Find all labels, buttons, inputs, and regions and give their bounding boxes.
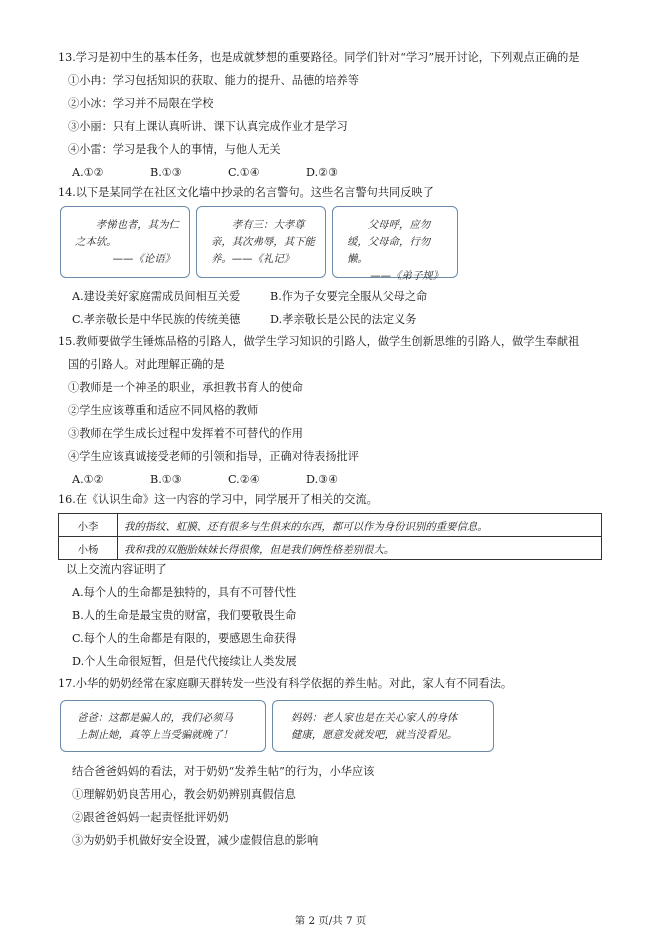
table-row bbox=[59, 537, 602, 560]
quote-card-liji bbox=[196, 206, 326, 278]
q14-stem: 14.以下是某同学在社区文化墙中抄录的名言警句。这些名言警句共同反映了 bbox=[58, 186, 434, 199]
page-footer: 第 2 页/共 7 页 bbox=[294, 915, 367, 927]
dad-line-1: 爸爸：这都是骗人的，我们必须马 bbox=[77, 712, 233, 724]
q15-choice-b[interactable]: B.①③ bbox=[150, 473, 182, 486]
q14-choice-a[interactable]: A.建设美好家庭需成员间相互关爱 bbox=[72, 290, 241, 303]
q14-choice-c[interactable]: C.孝亲敬长是中华民族的传统美德 bbox=[72, 313, 241, 326]
q16-choice-c[interactable]: C.每个人的生命都是有限的，要感恩生命获得 bbox=[72, 632, 297, 645]
mom-speech-bubble bbox=[272, 700, 494, 752]
q16-lead: 以上交流内容证明了 bbox=[66, 563, 167, 576]
q15-option-1: ①教师是一个神圣的职业，承担教书育人的使命 bbox=[68, 381, 303, 394]
q17-option-1: ①理解奶奶良苦用心，教会奶奶辨别真假信息 bbox=[72, 788, 296, 801]
q13-stem: 13.学习是初中生的基本任务，也是成就梦想的重要路径。同学们针对“学习”展开讨论，下列观点正确的是 bbox=[58, 51, 580, 64]
q14-choice-b[interactable]: B.作为子女要完全服从父母之命 bbox=[270, 290, 428, 303]
q14-choice-d[interactable]: D.孝亲敬长是公民的法定义务 bbox=[270, 313, 417, 326]
quote-card-lunyu bbox=[60, 206, 190, 278]
dad-line-2: 上制止她，真等上当受骗就晚了！ bbox=[77, 729, 233, 741]
speaker-text: 我的指纹、虹膜、还有很多与生俱来的东西，都可以作为身份识别的重要信息。 bbox=[118, 514, 602, 537]
q15-stem-line2: 国的引路人。对此理解正确的是 bbox=[68, 358, 225, 371]
q15-option-2: ②学生应该尊重和适应不同风格的教师 bbox=[68, 404, 259, 417]
dad-speech-bubble bbox=[60, 700, 266, 752]
q16-choice-b[interactable]: B.人的生命是最宝贵的财富，我们要敬畏生命 bbox=[72, 609, 297, 622]
q13-choice-c[interactable]: C.①④ bbox=[228, 166, 260, 179]
q16-exchange-table bbox=[58, 513, 602, 560]
quote-source: ——《弟子规》 bbox=[370, 270, 443, 282]
q16-stem: 16.在《认识生命》这一内容的学习中，同学展开了相关的交流。 bbox=[58, 493, 378, 506]
mom-line-2: 健康，愿意发就发吧，就当没看见。 bbox=[291, 729, 458, 741]
q15-option-3: ③教师在学生成长过程中发挥着不可替代的作用 bbox=[68, 427, 303, 440]
speaker-text: 我和我的双胞胎妹妹长得很像，但是我们俩性格差别很大。 bbox=[118, 537, 602, 560]
q13-choice-d[interactable]: D.②③ bbox=[306, 166, 339, 179]
speaker-name: 小杨 bbox=[59, 537, 118, 560]
q16-choice-a[interactable]: A.每个人的生命都是独特的，具有不可替代性 bbox=[72, 586, 297, 599]
quote-text: 孝悌也者，其为仁之本欤。 bbox=[75, 219, 179, 248]
q15-stem-line1: 15.教师要做学生锤炼品格的引路人，做学生学习知识的引路人，做学生创新思维的引路人，做学生奉献祖 bbox=[58, 335, 580, 348]
quote-card-dizigui bbox=[332, 206, 458, 282]
q16-choice-d[interactable]: D.个人生命很短暂，但是代代接续让人类发展 bbox=[72, 655, 297, 668]
q17-option-2: ②跟爸爸妈妈一起责怪批评奶奶 bbox=[72, 811, 229, 824]
q17-stem: 17.小华的奶奶经常在家庭聊天群转发一些没有科学依据的养生帖。对此，家人有不同看法。 bbox=[58, 677, 513, 690]
q13-option-1: ①小冉：学习包括知识的获取、能力的提升、品德的培养等 bbox=[68, 74, 359, 87]
table-row bbox=[59, 514, 602, 537]
q15-choice-d[interactable]: D.③④ bbox=[306, 473, 339, 486]
q17-option-3: ③为奶奶手机做好安全设置，减少虚假信息的影响 bbox=[72, 834, 319, 847]
q13-option-4: ④小雷：学习是我个人的事情，与他人无关 bbox=[68, 143, 281, 156]
quote-text: 父母呼，应勿缓，父母命，行勿懒。 bbox=[347, 219, 431, 265]
q13-choice-b[interactable]: B.①③ bbox=[150, 166, 182, 179]
speaker-name: 小李 bbox=[59, 514, 118, 537]
q15-option-4: ④学生应该真诚接受老师的引领和指导，正确对待表扬批评 bbox=[68, 450, 359, 463]
q15-choice-c[interactable]: C.②④ bbox=[228, 473, 260, 486]
q13-option-2: ②小冰：学习并不局限在学校 bbox=[68, 97, 214, 110]
q13-option-3: ③小丽：只有上课认真听讲、课下认真完成作业才是学习 bbox=[68, 120, 348, 133]
q17-lead: 结合爸爸妈妈的看法，对于奶奶“发养生帖”的行为，小华应该 bbox=[72, 765, 375, 778]
mom-line-1: 妈妈：老人家也是在关心家人的身体 bbox=[291, 712, 458, 724]
q15-choice-a[interactable]: A.①② bbox=[72, 473, 104, 486]
quote-source: ——《论语》 bbox=[112, 253, 175, 265]
quote-text: 孝有三：大孝尊亲，其次弗辱，其下能养。——《礼记》 bbox=[211, 219, 315, 265]
q13-choice-a[interactable]: A.①② bbox=[72, 166, 104, 179]
